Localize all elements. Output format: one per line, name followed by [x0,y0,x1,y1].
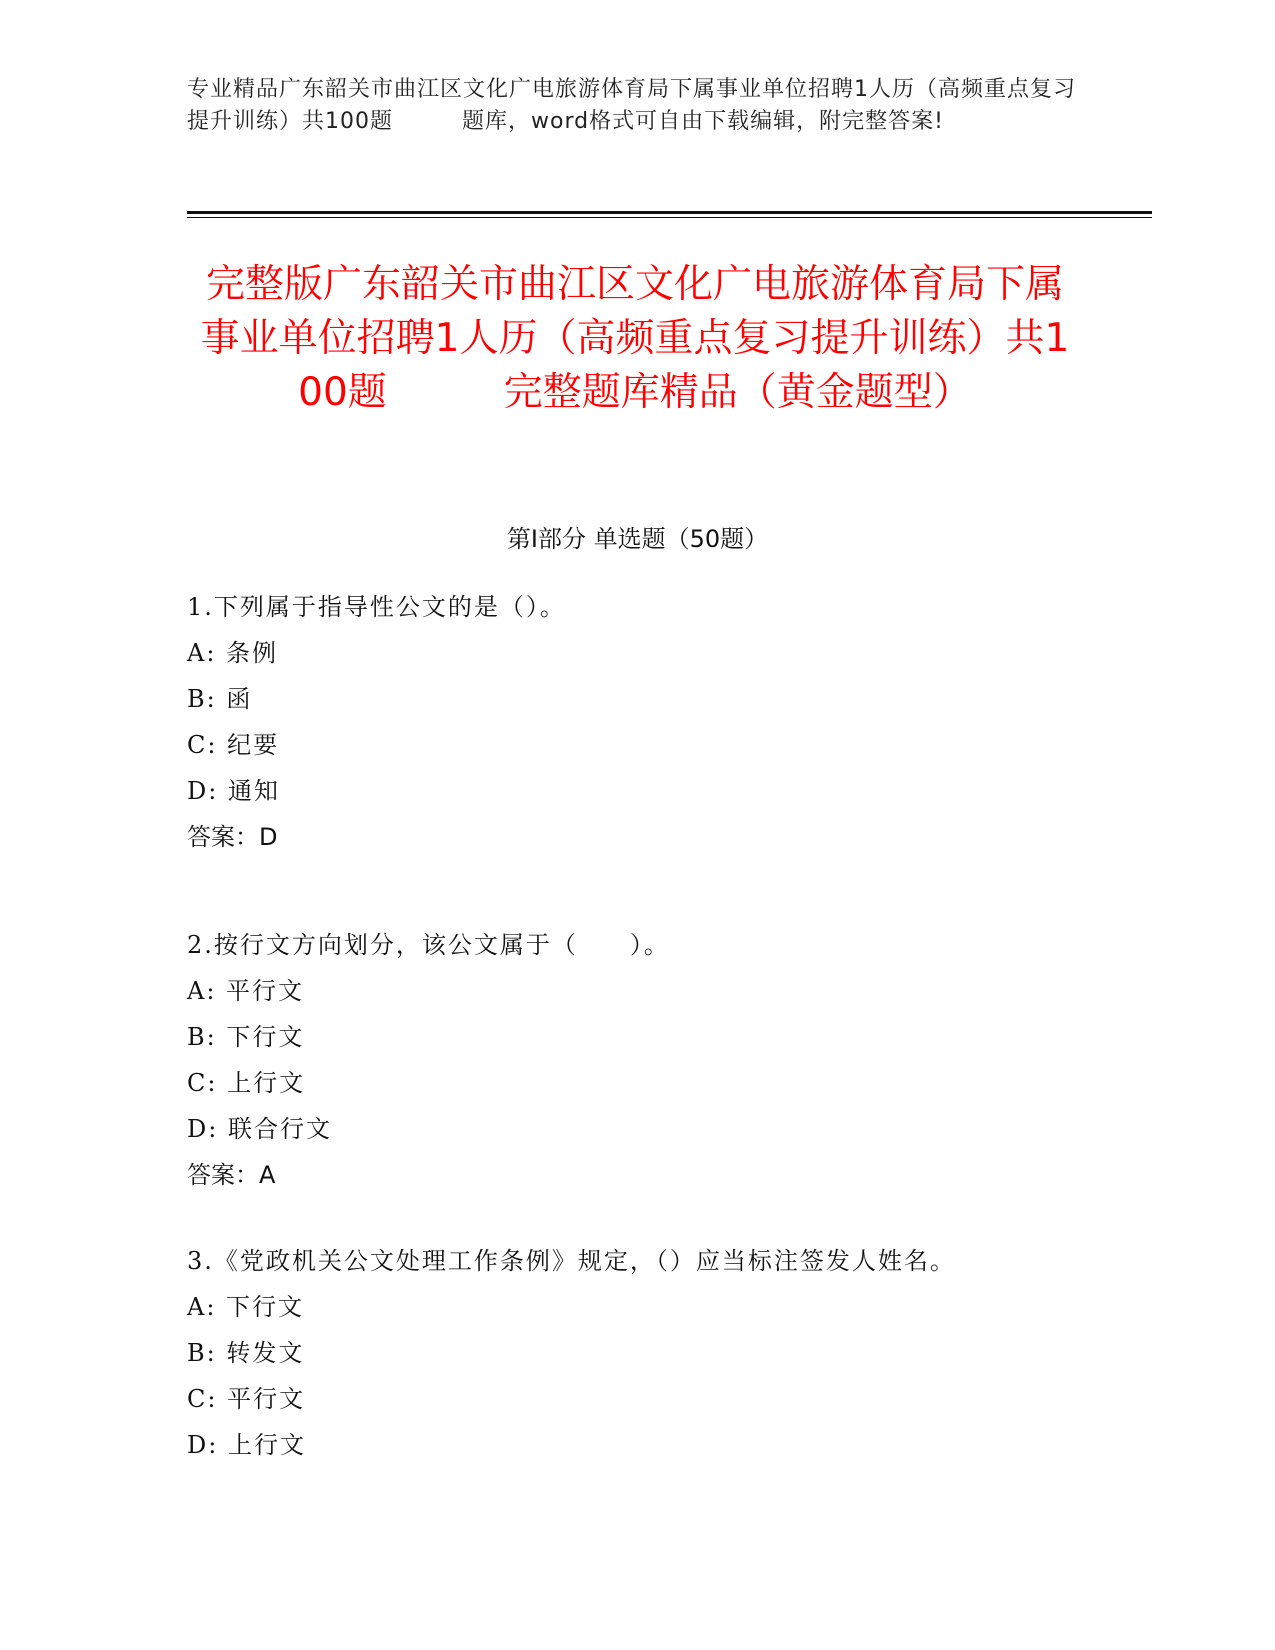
document-title: 完整版广东韶关市曲江区文化广电旅游体育局下属事业单位招聘1人历（高频重点复习提升训练）共100题 完整题库精品（黄金题型） [200,262,1070,415]
question-stem: 1.下列属于指导性公文的是（）。 [187,593,566,621]
option-d: D: 通知 [187,777,280,805]
option-a: A: 下行文 [187,1293,305,1321]
option-d: D: 联合行文 [187,1115,332,1143]
option-c: C: 上行文 [187,1069,306,1097]
option-b: B: 函 [187,685,253,713]
option-c: C: 平行文 [187,1385,306,1413]
question-2 [187,922,1137,1198]
option-d: D: 上行文 [187,1431,306,1459]
header-divider-thin [187,217,1152,218]
option-a: A: 条例 [187,639,279,667]
page-header: 专业精品广东韶关市曲江区文化广电旅游体育局下属事业单位招聘1人历（高频重点复习提升训练）共100题 题库，word格式可自由下载编辑，附完整答案! [187,77,1076,134]
option-c: C: 纪要 [187,731,280,759]
answer: 答案：A [187,1161,276,1189]
section-title: 第Ⅰ部分 单选题（50题） [506,525,769,553]
question-stem: 3.《党政机关公文处理工作条例》规定，（）应当标注签发人姓名。 [187,1247,956,1275]
option-b: B: 下行文 [187,1023,305,1051]
question-1 [187,584,1137,860]
header-divider-thick [187,211,1152,214]
question-stem: 2.按行文方向划分，该公文属于（ ）。 [187,931,670,959]
answer: 答案：D [187,823,278,851]
option-b: B: 转发文 [187,1339,305,1367]
question-3 [187,1238,1137,1468]
option-a: A: 平行文 [187,977,305,1005]
